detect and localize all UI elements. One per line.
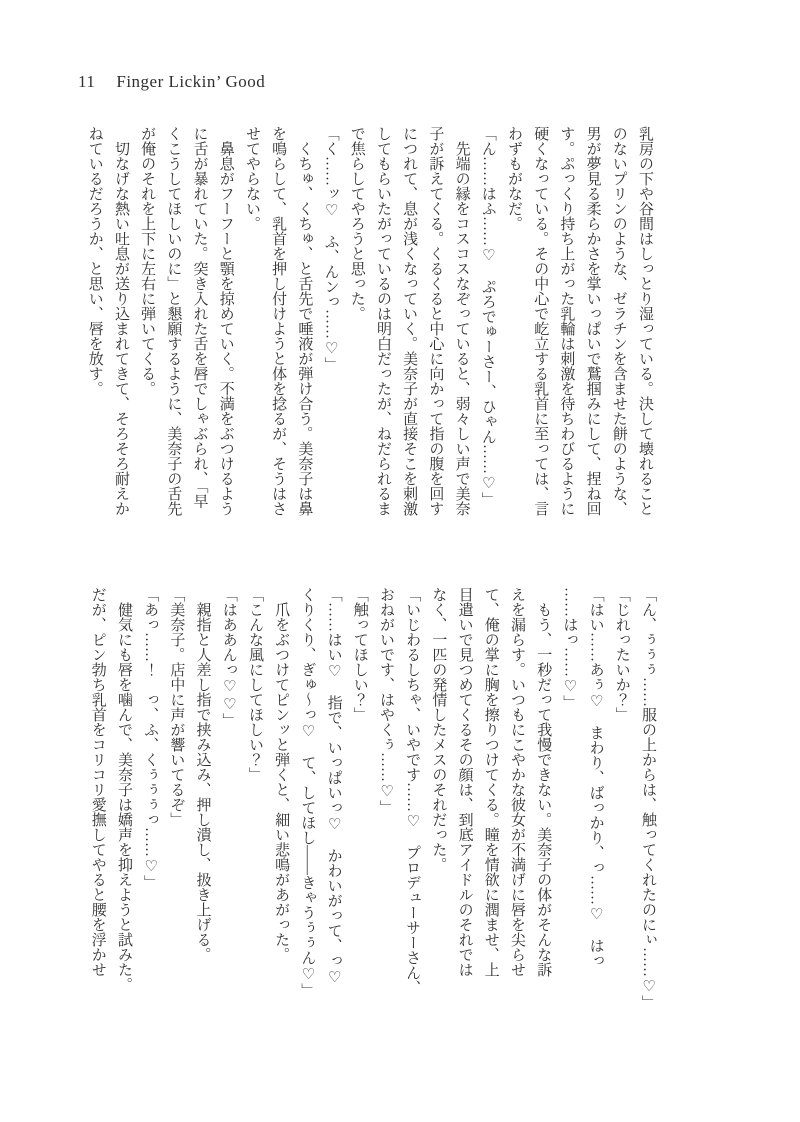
text-line: で焦らしてやろうと思った。 [348,126,365,321]
text-line: だが、ピン勃ち乳首をコリコリ愛撫してやると腰を浮かせ [89,587,106,977]
text-line: くちゅ、くちゅ、と舌先で唾液が弾け合う。美奈子は鼻 [296,126,313,516]
text-line: 親指と人差し指で挟み込み、押し潰し、扱き上げる。 [194,587,211,962]
text-line: 「ん……はふ……♡ ぷろでゅーさー、ひゃん……♡」 [479,126,496,507]
text-line: ……はっ……♡」 [561,587,578,710]
text-line: 目遣いで見つめてくるその顔は、到底アイドルのそれでは [456,587,473,977]
text-line: 男が夢見る柔らかさを掌いっぱいで鷲掴みにして、捏ね回 [584,126,601,516]
text-line: 爪をぶつけてピンッと弾くと、細い悲鳴があがった。 [273,587,290,962]
text-line: のないプリンのような、ゼラチンを含ませた餅のような、 [610,126,627,516]
text-line: 「はい……あぅ♡ まわり、ばっかり、っ……♡ はっ [587,587,604,968]
text-line: が俺のそれを上下に左右に弾いてくる。 [139,126,156,396]
text-line: わずもがなだ。 [505,126,522,231]
text-block-top [82,126,658,516]
text-line: せてやらない。 [243,126,260,231]
text-line: 硬くなっている。その中心で屹立する乳首に至っては、言 [532,126,549,516]
text-line: に舌が暴れていた。突き入れた舌を唇でしゃぶられ、「早 [191,126,208,509]
text-line: す。ぷっくり持ち上がった乳輪は刺激を待ちわびるように [558,126,575,516]
text-line: 「触ってほしい？」 [351,587,368,722]
text-line: 健気にも唇を噛んで、美奈子は嬌声を抑えようと試みた。 [115,587,132,992]
chapter-title: Finger Lickin’ Good [116,72,266,91]
text-line: 「美奈子。店中に声が響いてるぞ」 [168,587,185,827]
text-line: してもらいたがっているのは明白だったが、ねだられるま [374,126,391,516]
text-line: 「はああんっ♡♡」 [220,587,237,728]
page-number: 11 [78,72,96,91]
text-line: て、俺の掌に胸を擦りつけてくる。瞳を情欲に潤ませ、上 [482,587,499,977]
text-line: 「ん、ぅぅぅ……服の上からは、触ってくれたのにぃ……♡」 [640,587,656,1010]
text-line: 「じれったいか？」 [613,587,630,722]
text-line: 鼻息がフーフーと顎を掠めていく。不満をぶつけるよう [217,126,234,516]
text-line: 「こんな風にしてほしい？」 [246,587,263,782]
text-line: なく、一匹の発情したメスのそれだった。 [430,587,447,872]
text-line: を鳴らして、乳首を押し付けようと体を捻るが、そうはさ [270,126,287,516]
text-line: えを漏らす。いつもにこやかな彼女が不満げに唇を尖らせ [508,587,525,977]
text-line: 「あっ……！ っ、ふ、くぅぅぅっ……♡」 [142,587,159,890]
text-line: 先端の縁をコスコスなぞっていると、弱々しい声で美奈 [453,126,470,516]
text-line: 切なげな熱い吐息が送り込まれてきて、そろそろ耐えか [112,126,129,516]
text-line: につれて、息が浅くなっていく。美奈子が直接そこを刺激 [401,126,418,516]
text-line: ねているだろうか、と思い、唇を放す。 [86,126,103,396]
text-line: 乳房の下や谷間はしっとり湿っている。決して壊れること [637,126,653,516]
text-line: くりくり、ぎゅ〜っ♡ て、してほし——きゃうぅぅん♡」 [299,587,316,998]
text-line: くこうしてほしいのに」と懇願するように、美奈子の舌先 [165,126,182,516]
text-line: 「いじわるしちゃ、いやです……♡ プロデューサーさん、 [404,587,421,995]
text-block-bottom [85,587,661,1010]
text-line: 子が訴えてくる。くるくると中心に向かって指の腹を回す [427,126,444,516]
text-line: 「……はい♡ 指で、いっぱいっ♡ かわいがって、っ♡ [325,587,342,986]
text-line: もう、一秒だって我慢できない。美奈子の体がそんな訴 [535,587,552,977]
running-header [78,72,265,92]
text-line: おねがいです、はやくぅ……♡」 [377,587,394,815]
text-line: 「く……ッ♡ ふ、んンっ……♡」 [322,126,339,372]
